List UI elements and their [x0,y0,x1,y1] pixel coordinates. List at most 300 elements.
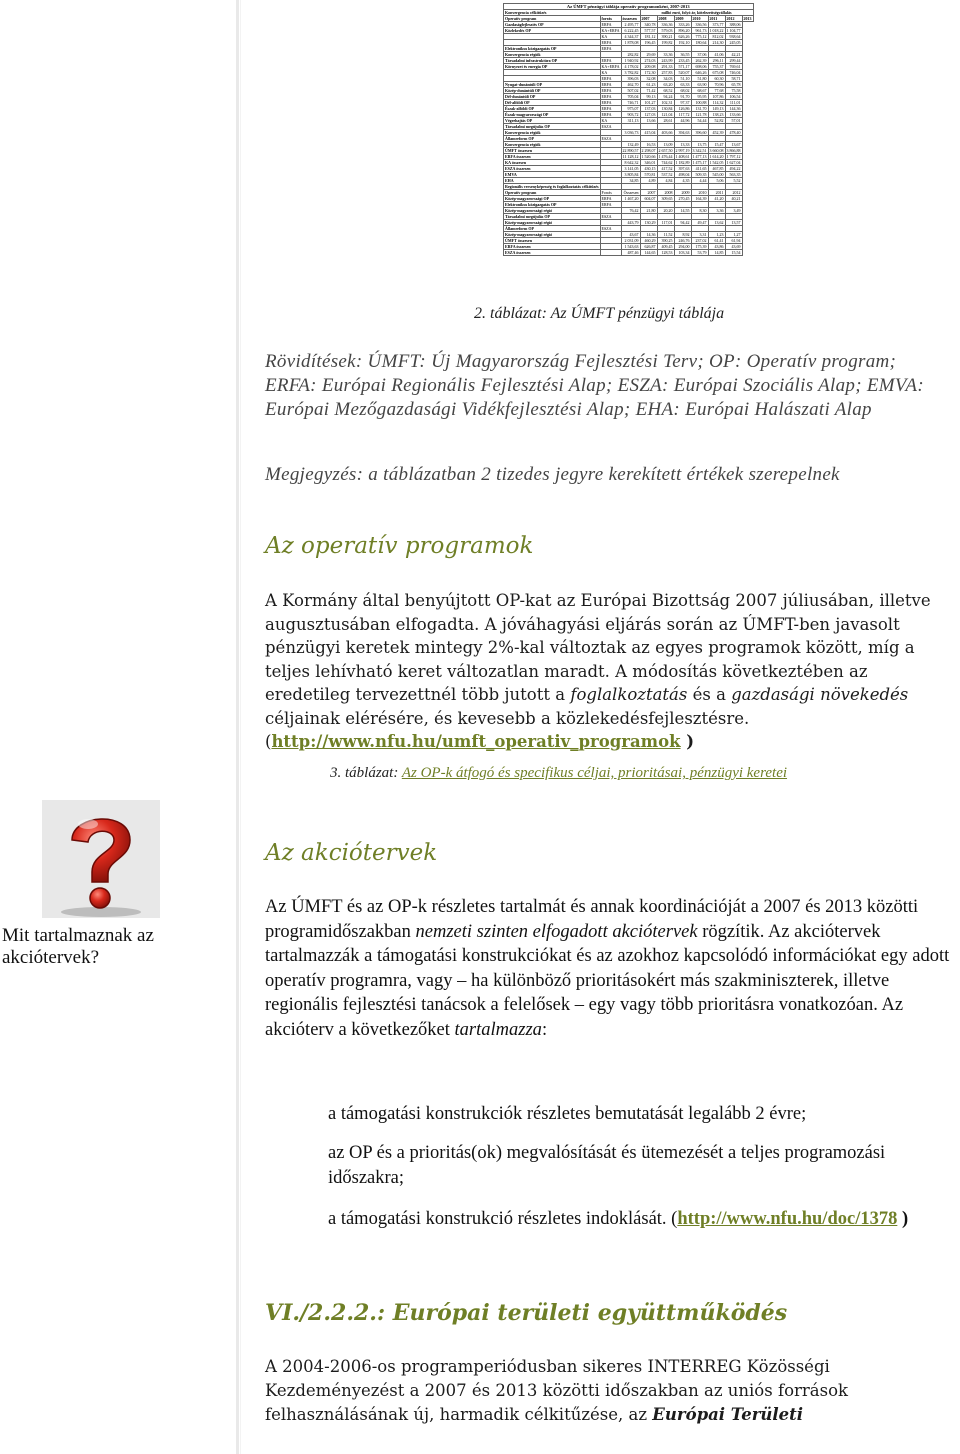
table-cell: 130,29 [640,220,657,226]
table-cell: 233,45 [674,58,691,64]
table-cell: 388,06 [725,22,742,28]
table-cell: 417,52 [657,166,674,172]
table-cell: 52,82 [708,118,725,124]
table-cell: 138,23 [708,112,725,118]
table-cell: 101,27 [640,100,657,106]
table-cell: 172,30 [640,70,657,76]
table-cell: 498,04 [674,172,691,178]
table-cell: 246,76 [674,238,691,244]
table-cell: 3,31 [691,232,708,238]
table-cell: ERFA [600,196,621,202]
table-cell: 245,05 [725,40,742,46]
table-title: Az ÚMFT pénzügyi táblája operatív programonként, 2007-2013 [504,4,754,10]
paragraph-text: ) [680,732,695,751]
table-cell: 396,60 [691,130,708,136]
table-cell: 769,61 [725,64,742,70]
table-cell: Konvergencia régiók [504,52,601,58]
table-column-header: forrás [600,16,621,22]
table-cell: 705,04 [621,94,640,100]
table-cell: 571,17 [674,64,691,70]
table-cell: Gazdaságfejlesztés OP [504,22,601,28]
heading-territorial-cooperation: VI./2.2.2.: Európai területi együttműködés [265,1300,788,1326]
table-cell: 137,03 [640,106,657,112]
table-column-header: 2010 [691,16,708,22]
table-cell: 34,85 [621,178,640,184]
table-cell: ERFA összesen [504,154,601,160]
table-cell: 409,45 [657,244,674,250]
table-cell: ÚMFT összesen [504,238,601,244]
table-cell: 1 627,04 [726,160,741,165]
table-cell: 340,78 [640,22,657,28]
table-cell: 294,00 [674,244,691,250]
table-cell: ERFA [600,82,621,88]
table-column-header: összesen [621,16,640,22]
table-cell: 63,20 [657,82,674,88]
table-cell: 21,80 [640,208,657,214]
link-operative-programs[interactable]: http://www.nfu.hu/umft_operativ_programok [271,732,681,751]
table-cell: 3 782,82 [621,70,640,76]
table-cell: 8,30 [691,208,708,214]
table-cell: Konvergencia régiók [504,142,601,148]
table-row [504,52,754,58]
table-cell: 975,07 [621,106,640,112]
paragraph-operative-programs [265,589,955,754]
table-cell: 4,35 [674,178,691,184]
table-cell: 1 104,77 [726,28,741,33]
table-cell: ESZA [600,214,621,220]
table-cell: Közép-magyarországi régió [504,220,601,226]
table-cell: 394,63 [674,130,691,136]
table-cell: 51,10 [674,76,691,82]
question-mark-icon [42,800,160,918]
table-cell: 4,44 [691,178,708,184]
table-cell: 1 797,12 [726,154,741,159]
table-cell: KA+ERFA [601,28,620,33]
table-cell: 3 866,88 [726,148,741,153]
table-cell: Dél-dunántúli OP [504,94,601,100]
table-cell: 14,36 [640,232,657,238]
table-cell: 373,77 [708,22,725,28]
heading-operative-programs: Az operatív programok [265,533,534,559]
table-cell: EMVA [504,172,601,178]
table-cell: 192,10 [674,40,691,46]
table-cell: Észak-alföldi OP [504,106,601,112]
table-cell: ERFA [600,112,621,118]
table-cell: 243,99 [657,58,674,64]
table-cell: 1 018,22 [709,28,724,33]
table-cell: 2009 [674,190,691,196]
table-row [504,142,754,148]
table-cell: 133,66 [725,112,742,118]
table-cell: 41,06 [708,52,725,58]
list-item [328,1207,948,1232]
table-cell: ERFA [600,46,621,52]
table-cell: 3,49 [725,208,742,214]
abbreviations-text: Rövidítések: ÚMFT: Új Magyarország Fejlesztési Terv; OP: Operatív program; ERFA: Európai Regionális Fejlesztési Alap; ESZA: Európai Szociális Alap; EMVA: Európai Mezőgazdasági Vidékfejlesztési Alap; EHA: Európai Halászati Alap [265,351,924,420]
table-cell: 577,57 [640,28,657,34]
table-cell: 94,42 [674,220,691,226]
table-cell: 60,30 [708,76,725,82]
table-cell: 76,42 [621,208,640,214]
table-cell: Operatív program [504,190,601,196]
table-cell: 4 178,02 [621,64,640,70]
table-cell: Környezet és energia OP [504,64,601,70]
table-cell: 397,63 [674,166,691,172]
emphasis-european-territorial: Európai Területi [652,1405,804,1424]
table-cell: 94,24 [657,94,674,100]
rounding-note: Megjegyzés: a táblázatban 2 tizedes jegyre kerekített értékek szerepelnek [265,464,840,485]
table-cell: 257,83 [657,70,674,76]
table-cell: 8 642,32 [621,160,640,166]
list-item: a támogatási konstrukciók részletes bemutatását legalább 2 évre; [328,1104,807,1124]
table-cell: 102,31 [657,100,674,106]
table-cell: 579,03 [657,28,674,34]
table-cell: 29,69 [640,52,657,58]
emphasis-growth: gazdasági növekedés [731,685,909,704]
table-cell: 755,37 [708,64,725,70]
table-cell: 91,70 [674,94,691,100]
table-cell: 54,44 [691,118,708,124]
link-doc-1378[interactable]: http://www.nfu.hu/doc/1378 [677,1209,898,1229]
paragraph-text: : [541,1019,548,1040]
table-cell: 336,56 [691,22,708,28]
paragraph-text: A 2004-2006-os programperiódusban sikeres INTERREG Közösségi Kezdeményezést a 2007 és 2013 közötti időszakban az uniós források felhasználásának új, harmadik célkitűzése, az [265,1357,849,1424]
table-cell: 4 344,37 [621,34,640,40]
table-cell: 71,42 [640,88,657,94]
table-cell: 2 657,50 [658,148,673,153]
table-column-header: 2007 [640,16,657,22]
table-cell: 6 222,45 [621,28,640,34]
table-cell: 44,96 [674,118,691,124]
table-cell: 537,52 [657,172,674,178]
table-cell: 128,53 [657,250,674,256]
table-cell: 68,67 [691,88,708,94]
sidebar-caption: Mit tartalmaznak az akciótervek? [2,925,154,968]
table-cell: 626,26 [674,34,691,40]
financial-table-image [503,3,752,307]
table-header-left: Konvergencia célkitűzés [504,10,641,16]
table-cell: 121,04 [657,112,674,118]
table-cell: 604,07 [640,196,657,202]
table-cell: 545,00 [708,172,725,178]
table-cell: 460,29 [640,238,657,244]
paragraph-action-plans [265,895,960,1042]
table-cell: 3,36 [708,208,725,214]
table-cell: 63,90 [691,82,708,88]
table-cell: 746,71 [621,100,640,106]
separator-line-light [240,0,241,1454]
table-cell: 2 031,09 [621,238,640,244]
table-cell: 58,71 [725,76,742,82]
table-cell: KA [600,34,621,40]
table-cell: 117,72 [674,112,691,118]
table-cell: 51,80 [691,76,708,82]
table-cell: 675,08 [708,70,725,76]
table-cell: 507,02 [621,88,640,94]
table-cell: 938,64 [725,34,742,40]
table-cell: 415,04 [640,130,657,136]
table-cell: 40,21 [725,196,742,202]
table-cell: 411,65 [691,166,708,172]
table-cell: 53,79 [691,250,708,256]
table3-link[interactable]: Az OP-k átfogó és specifikus céljai, prioritásai, pénzügyi keretei [401,765,788,781]
table-cell: 3 342,51 [692,148,707,153]
table-cell: 961,73 [691,28,708,34]
table-cell: 11,52 [657,232,674,238]
table-cell: ESZA [600,136,621,142]
table-cell: 1 408,61 [675,154,690,159]
table-cell: 443,79 [621,220,640,226]
table-cell: Forrás [600,190,621,196]
table-cell: 2008 [657,190,674,196]
table-cell: 4,84 [657,178,674,184]
paragraph-text: céljainak elérésére, és kevesebb a közlekedésfejlesztésre. ( [265,708,750,751]
table-cell: Közlekedés OP [504,28,601,34]
table-cell: Nyugat-dunántúli OP [504,82,601,88]
table-cell: 896,20 [674,28,691,34]
table-cell: 403,66 [657,130,674,136]
table-cell: 13,09 [657,142,674,148]
table-cell: 126,86 [674,106,691,112]
table-cell: ERFA [600,202,621,208]
table-cell: 43,86 [708,244,725,250]
table-cell: 130,84 [657,106,674,112]
table-cell: 478,40 [725,130,742,136]
table-cell: 744,62 [657,160,674,166]
table-cell: 282,82 [621,52,640,58]
list-item-text: a támogatási konstrukció részletes indoklását. ( [328,1209,678,1229]
table-cell: 144,36 [725,106,742,112]
table-cell: Közép-magyarországi régió [504,208,601,214]
table-cell: 97,37 [674,100,691,106]
table-cell: 698,06 [691,64,708,70]
table-cell: 2011 [708,190,725,196]
table-cell: 65,78 [725,82,742,88]
table-cell: 1 477,13 [692,154,707,159]
table-cell: Társadalmi infrastruktúra OP [504,58,601,64]
table-cell: 16,53 [640,142,657,148]
table3-caption [330,765,787,782]
table-cell: 430,15 [640,166,657,172]
table-cell: ESZA [600,124,621,130]
table-row [504,22,754,28]
table-cell: Dél-alföldi OP [504,100,601,106]
table-cell: Közép-magyarországi régió [504,232,601,238]
table-cell: 28,61 [657,118,674,124]
table-cell: 214,30 [708,40,725,46]
table-cell: 61,23 [640,82,657,88]
table-cell: 37,06 [691,52,708,58]
table-cell: 22 890,57 [622,148,639,153]
table-cell: 33,36 [657,52,674,58]
table-cell: 563,35 [725,172,742,178]
table-column-header: 2009 [674,16,691,22]
table-cell: 14,85 [708,250,725,256]
table-cell: 1 475,17 [692,160,707,165]
table-cell: Államreform OP [504,226,601,232]
table-cell: 117,01 [657,220,674,226]
table-cell: 3 805,84 [621,172,640,178]
caption-prefix: 3. táblázat: [330,765,402,781]
table-cell: 34,03 [657,76,674,82]
table-cell: 100,88 [691,100,708,106]
table-cell: 68,02 [674,88,691,94]
table-cell: 8,92 [674,232,691,238]
table-cell: 1,23 [708,232,725,238]
table-cell: 49,47 [691,220,708,226]
table-cell: 1 542,05 [709,160,724,165]
table-cell: 390,21 [657,34,674,40]
table-column-header: Operatív program [504,16,601,22]
table-cell: 132,49 [621,142,640,148]
table-cell: 3 036,73 [621,130,640,136]
heading-action-plans: Az akciótervek [265,840,438,866]
table-row [504,112,754,118]
table-cell: 1 543,63 [621,244,640,250]
table-cell: 175,39 [691,244,708,250]
list-item: az OP és a prioritás(ok) megvalósítását és ütemezését a teljes programozási időszakra; [328,1143,886,1188]
table-cell: 2 997,19 [675,148,690,153]
table-cell: ERFA [600,58,621,64]
table-cell: 1 878,08 [621,40,640,46]
table-cell: 390,25 [657,238,674,244]
table-cell: 520,07 [674,70,691,76]
table-cell: 1 476,44 [658,154,673,159]
table-column-header: 2011 [708,16,725,22]
table-cell: Közép-dunántúli OP [504,88,601,94]
table-cell: 121,78 [691,112,708,118]
table-cell: ESZA összesen [504,166,601,172]
table-cell: ERFA [600,76,621,82]
table-column-header: 2012 [725,16,742,22]
table-cell: 131,70 [691,106,708,112]
table-cell: 199,82 [657,40,674,46]
table-cell [600,250,621,256]
table-cell: EHA [504,178,601,184]
table-cell: 106,54 [725,94,742,100]
table-cell: 570,81 [640,172,657,178]
emphasis-national-plans: nemzeti szinten elfogadott akciótervek [415,921,698,942]
table-cell: 149,13 [708,106,725,112]
table-column-header: 2008 [657,16,674,22]
table-cell: Közép-magyarországi OP [504,196,601,202]
table-cell: 2012 [725,190,742,196]
table-cell: 487,46 [621,250,640,256]
table-cell: ÚMFT összesen [504,148,601,154]
table-cell: 299,44 [725,58,742,64]
paragraph-territorial-cooperation [265,1355,955,1427]
table-cell: ESZA összesen [504,250,601,256]
table-cell: 61,94 [725,238,742,244]
table-cell: 333,26 [674,22,691,28]
table-cell: 237,02 [691,238,708,244]
table-cell: 812,02 [708,34,725,40]
table-cell: Regionális versenyképesség és foglalkoztatás célkitűzés [505,184,599,189]
table-cell: 15,54 [725,250,742,256]
table-cell: 5,06 [708,178,725,184]
table-cell: KA+ERFA [601,64,620,69]
table-cell: 99,13 [640,94,657,100]
table-cell: 70,96 [708,82,725,88]
table-cell: 144,65 [640,250,657,256]
table-column-header: 2013 [743,16,752,21]
table-cell: 509,35 [691,172,708,178]
table-cell: ERFA [600,22,621,28]
table-cell: 20,20 [657,208,674,214]
table-cell: Társadalmi megújulás OP [504,124,601,130]
table-cell: 77,68 [708,88,725,94]
table-cell: 452,39 [708,130,725,136]
table-cell: 646,26 [691,70,708,76]
table-cell: 43,69 [725,244,742,250]
table-row [504,58,754,64]
table-row [504,196,754,202]
table-cell: 3 141,05 [621,166,640,172]
table-cell: 36,55 [674,52,691,58]
table-cell: Elektronikus közigazgatás OP [504,202,601,208]
table-cell: 15,47 [708,142,725,148]
table-cell: ERFA [600,94,621,100]
table-cell: 311,13 [621,118,640,124]
table-cell: 346,01 [640,160,657,166]
table-cell: 1 467,20 [621,196,640,202]
list-item-end: ) [897,1209,909,1229]
table-cell: 746,04 [725,70,742,76]
table-cell: 462,70 [621,82,640,88]
table-cell: 262,39 [691,58,708,64]
table-cell: 209,08 [640,64,657,70]
table-cell: 107,86 [708,94,725,100]
table-cell: 467,85 [708,166,725,172]
table-cell: ERFA [600,100,621,106]
table-cell: ERFA [600,40,621,46]
table-cell: 95,95 [691,94,708,100]
table-cell: Észak-magyarországi OP [504,112,601,118]
table-cell: 336,36 [657,22,674,28]
table-cell: 2010 [691,190,708,196]
table-cell: 2 298,07 [641,148,656,153]
table-cell: 164,39 [691,196,708,202]
table-cell: 1,27 [725,232,742,238]
table-row [504,64,754,70]
table2-caption: 2. táblázat: Az ÚMFT pénzügyi táblája [474,305,725,322]
table-cell: 114,32 [708,100,725,106]
table-row [504,250,754,256]
table-cell: KA [600,118,621,124]
table-cell: 1 520,66 [641,154,656,159]
table-cell: 3 660,08 [709,148,724,153]
table-cell: 4,89 [640,178,657,184]
paragraph-text: A Kormány által benyújtott OP-kat az Európai Bizottság 2007 júliusában, illetve augusztusában elfogadta. A jóváhagyási eljárás során az ÚMFT-ben javasolt pénzügyi keretek mintegy 2%-kal változtak az egyes programok között, míg a teljes lehívható keret változatlan maradt. A módosítás következtében az eredetileg tervezettnél több jutott a [265,591,931,704]
table-row [504,82,754,88]
table-cell: 43,67 [621,232,640,238]
table-cell: ERFA összesen [504,244,601,250]
table-cell: 11 128,12 [622,154,639,159]
table-cell: 291,33 [657,64,674,70]
table-cell: 13,33 [674,142,691,148]
table-cell: 626,87 [640,244,657,250]
table-cell: Végrehajtás OP [504,118,601,124]
table-cell: 1 614,20 [709,154,724,159]
table-cell: 494,22 [725,166,742,172]
table-cell: 1 940,92 [621,58,640,64]
table-cell: 103,34 [674,250,691,256]
table-cell: 196,45 [640,40,657,46]
table-cell: 13,67 [725,142,742,148]
table-header-unit: millió euró, folyó ár, kötelezettségvállalás [640,10,753,16]
table-cell: 309,65 [657,196,674,202]
table-cell: 41,20 [708,196,725,202]
